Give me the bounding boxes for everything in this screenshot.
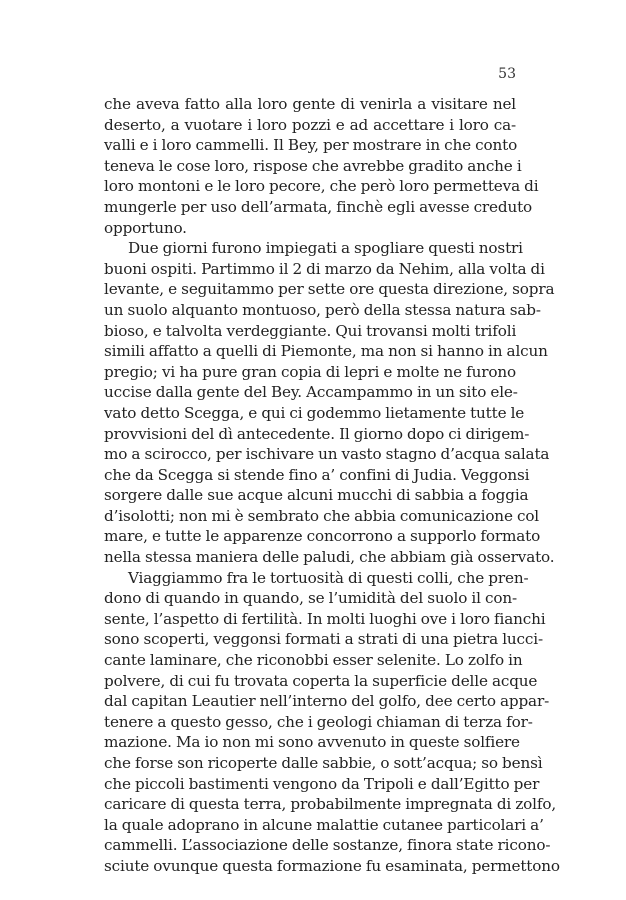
text-line: buoni ospiti. Partimmo il 2 di marzo da Nehim, alla volta di (104, 259, 545, 278)
text-line: mungerle per uso dell’armata, finchè egli avesse creduto (104, 197, 533, 216)
text-line: che aveva fatto alla loro gente di venirla a visitare nel (104, 95, 516, 113)
text-line: mare, e tutte le apparenze concorrono a supporlo formato (104, 527, 541, 546)
text-line: sente, l’aspetto di fertilità. In molti luoghi ove i loro fianchi (104, 609, 546, 628)
text-line: Viaggiammo fra le tortuosità di questi colli, che pren- (128, 568, 529, 587)
text-line: tenere a questo gesso, che i geologi chiaman di terza for- (104, 712, 533, 731)
text-line: sciute ovunque questa formazione fu esaminata, permettono (104, 856, 560, 875)
text-line: bioso, e talvolta verdeggiante. Qui trovansi molti trifoli (104, 321, 517, 340)
text-line: cammelli. L’associazione delle sostanze, finora state ricono- (104, 836, 551, 855)
text-line: loro montoni e le loro pecore, che però loro permetteva di (104, 177, 539, 196)
text-line: pregio; vi ha pure gran copia di lepri e molte ne furono (104, 362, 516, 381)
text-line: valli e i loro cammelli. Il Bey, per mostrare in che conto (104, 136, 518, 155)
text-line: che piccoli bastimenti vengono da Tripoli e dall’Egitto per (104, 774, 540, 793)
text-line: caricare di questa terra, probabilmente impregnata di zolfo, (104, 795, 557, 814)
text-line: uccise dalla gente del Bey. Accampammo in un sito ele- (104, 383, 518, 402)
page-number: 53 (498, 66, 516, 82)
text-line: mazione. Ma io non mi sono avvenuto in queste solfiere (104, 733, 520, 752)
body-text (104, 94, 560, 877)
text-line: dono di quando in quando, se l’umidità del suolo il con- (104, 589, 517, 608)
text-line: che da Scegga si stende fino a’ confini di Judia. Veggonsi (104, 465, 530, 484)
text-line: la quale adoprano in alcune malattie cutanee particolari a’ (104, 815, 544, 834)
text-line: opportuno. (104, 218, 187, 237)
text-line: nella stessa maniera delle paludi, che abbiam già osservato. (104, 548, 555, 567)
text-line: un suolo alquanto montuoso, però della stessa natura sab- (104, 300, 541, 319)
text-line: simili affatto a quelli di Piemonte, ma non si hanno in alcun (104, 342, 548, 361)
text-line: Due giorni furono impiegati a spogliare questi nostri (128, 239, 523, 258)
text-line: cante laminare, che riconobbi esser selenite. Lo zolfo in (104, 651, 523, 670)
text-line: sono scoperti, veggonsi formati a strati di una pietra lucci- (104, 630, 543, 649)
text-line: levante, e seguitammo per sette ore questa direzione, sopra (104, 280, 555, 299)
text-line: provvisioni del dì antecedente. Il giorno dopo ci dirigem- (104, 424, 530, 443)
text-line: deserto, a vuotare i loro pozzi e ad accettare i loro ca- (104, 115, 516, 134)
text-line: che forse son ricoperte dalle sabbie, o sott’acqua; so bensì (104, 754, 543, 772)
text-line: mo a scirocco, per ischivare un vasto stagno d’acqua salata (104, 445, 550, 464)
text-line: sorgere dalle sue acque alcuni mucchi di sabbia a foggia (104, 486, 529, 505)
text-line: d’isolotti; non mi è sembrato che abbia comunicazione col (104, 506, 540, 525)
text-line: vato detto Scegga, e qui ci godemmo lietamente tutte le (104, 403, 525, 422)
text-line: teneva le cose loro, rispose che avrebbe gradito anche i (104, 156, 522, 175)
text-line: dal capitan Leautier nell’interno del golfo, dee certo appar- (104, 692, 550, 711)
text-line: polvere, di cui fu trovata coperta la superficie delle acque (104, 671, 538, 690)
